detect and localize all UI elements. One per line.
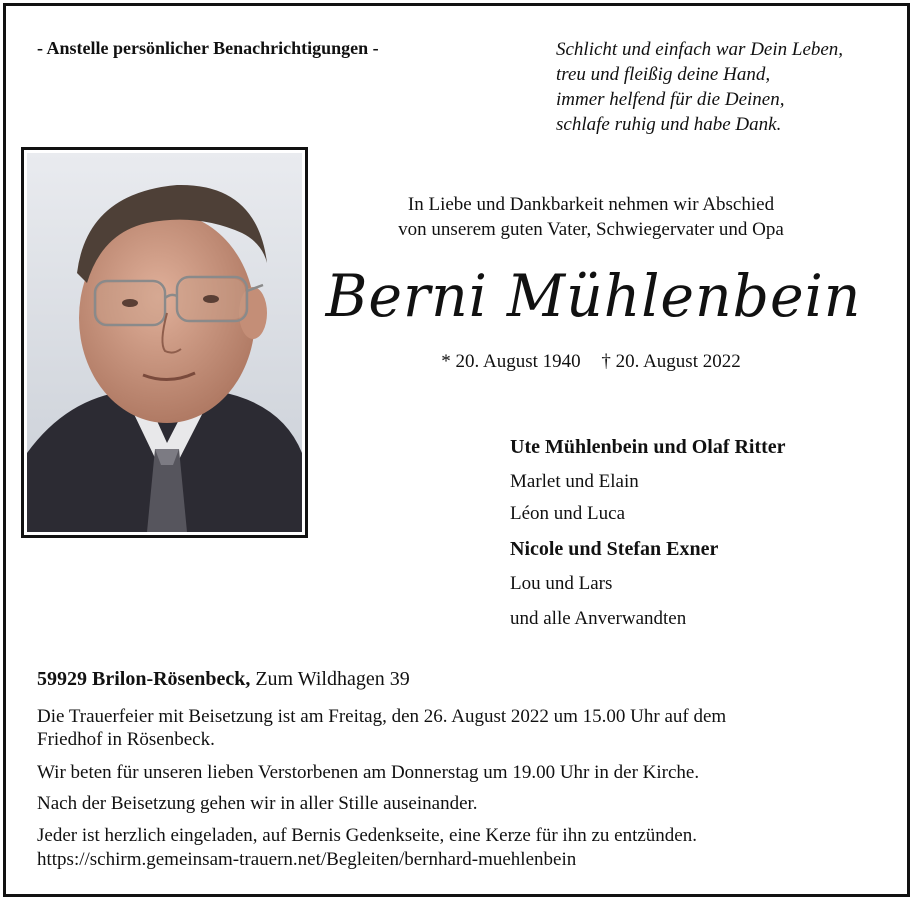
family-group-1-line: Marlet und Elain — [510, 471, 639, 492]
family-group-1-line: Léon und Luca — [510, 503, 626, 524]
obituary-notice — [3, 3, 910, 897]
address-street: Zum Wildhagen 39 — [255, 668, 410, 690]
prayer-info: Wir beten für unseren lieben Verstorbenen am Donnerstag um 19.00 Uhr in der Kirche. — [37, 762, 700, 783]
poem-line: treu und fleißig deine Hand, — [556, 64, 771, 85]
life-dates — [326, 351, 856, 373]
poem-line: Schlicht und einfach war Dein Leben, — [556, 39, 844, 60]
family-group-2-head: Nicole und Stefan Exner — [510, 538, 719, 560]
family-others: und alle Anverwandten — [510, 608, 687, 629]
birth-date: * 20. August 1940 — [441, 351, 581, 372]
poem-line: immer helfend für die Deinen, — [556, 89, 785, 110]
intro-line: In Liebe und Dankbarkeit nehmen wir Abschied — [407, 194, 775, 215]
after-info: Nach der Beisetzung gehen wir in aller Stille auseinander. — [37, 793, 478, 814]
funeral-info-cont: Friedhof in Rösenbeck. — [37, 729, 215, 750]
deceased-name: Berni Mühlenbein — [325, 262, 862, 330]
family-group-2-line: Lou und Lars — [510, 573, 613, 594]
portrait-photo — [27, 153, 302, 532]
intro-text — [326, 192, 856, 242]
notice-line: - Anstelle persönlicher Benachrichtigungen - — [37, 38, 379, 58]
family-group-1-head: Ute Mühlenbein und Olaf Ritter — [510, 436, 786, 458]
funeral-info: Die Trauerfeier mit Beisetzung ist am Freitag, den 26. August 2022 um 15.00 Uhr auf dem — [37, 706, 727, 727]
portrait-frame — [21, 147, 308, 538]
death-date: † 20. August 2022 — [601, 351, 741, 372]
address — [37, 668, 410, 691]
invite-info: Jeder ist herzlich eingeladen, auf Bernis Gedenkseite, eine Kerze für ihn zu entzünden. — [37, 825, 697, 846]
poem — [556, 37, 843, 137]
intro-line: von unserem guten Vater, Schwiegervater und Opa — [398, 219, 784, 240]
memorial-url[interactable]: https://schirm.gemeinsam-trauern.net/Begleiten/bernhard-muehlenbein — [37, 849, 577, 870]
address-city: 59929 Brilon-Rösenbeck, — [37, 668, 251, 690]
poem-line: schlafe ruhig und habe Dank. — [556, 114, 782, 135]
